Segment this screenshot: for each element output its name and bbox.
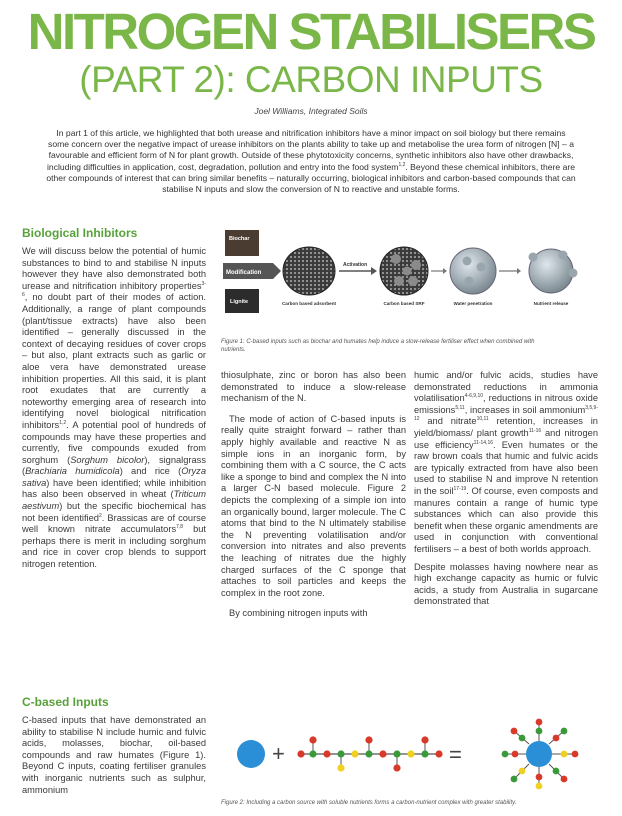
paragraph: By combining nitrogen inputs with (229, 608, 368, 619)
plus-sign: + (272, 741, 285, 766)
intro-paragraph: In part 1 of this article, we highlighted that both urease and nitrification inhibitors have a minor impact on soil biology but there remains some concern over the negative impact of urease inhibitors on the plants ability to take up and metabolise the urea form of nitrogen [N] – a favourable and efficient form of N for plant growth. Outside of these phytotoxicity concerns, synthetic inhibitors also have other drawbacks, including difficulties in application, cost, degradation, pollution and entry into the food system$^{1,2}$. Beyond these chemical inhibitors, there are other compounds of interest that can bring similar benefits – naturally occurring, biological inhibitors and carbon-based compounds that can stabilise N inputs and slow the conversion of N to reactive and unstable forms. (46, 128, 576, 195)
heading-biological-inhibitors: Biological Inhibitors (22, 226, 138, 240)
page-subtitle: (PART 2): CARBON INPUTS (79, 59, 543, 100)
carbon-nutrient-complex (502, 719, 579, 790)
figure-1-caption: Figure 1: C-based inputs such as biochar and humates help induce a slow-release fertiliser effect when combined with nutrients. (221, 339, 535, 353)
paragraph: C-based inputs that have demonstrated an ability to stabilise N include humic and fulvic acids, molasses, biochar, oil-based compounds and raw humates (Figure 1). Beyond C inputs, coating fertiliser granules with inorganic nutrients such as sulphur, ammonium (22, 715, 206, 795)
paragraph: humic and/or fulvic acids, studies have demonstrated reductions in ammonia volatilisation$^{4-6,9,10}$, reductions in nitrous oxide emissions$^{5,11}$, increases in soil ammonium$^{3,5,9-12}$ and nitrate$^{10,11}$ retention, increases in yield/biomass/ plant growth$^{11-16}$ and nitrogen use efficiency$^{11-14,16}$. Even humates or the raw brown coals that humic and fulvic acids are typically extracted from have also been used to stabilise N and improve N retention in the soil$^{17-19}$. Of course, even composts and manures contain a range of humic type substances which can also provide this benefit when these organic amendments are used in conjunction with conventional fertilisers – a best of both worlds approach. (414, 370, 598, 554)
label-carbon-srf: Carbon based SRF (383, 301, 425, 306)
equals-sign: = (449, 742, 462, 767)
label-carbon-adsorbent: Carbon based adsorbent (281, 301, 337, 306)
paragraph: thiosulphate, zinc or boron has also been demonstrated to induce a slow-release mechanism of the N. (221, 370, 406, 404)
label-nutrient-release: Nutrient release (533, 301, 569, 306)
label-water-penetration: Water penetration (453, 301, 493, 306)
figure-2-caption: Figure 2: Including a carbon source with soluble nutrients forms a carbon-nutrient complex with greater stability. (221, 800, 517, 806)
label-activation: Activation (343, 262, 368, 268)
water-penetration-sphere (450, 248, 496, 294)
nutrient-ion-circle (237, 740, 265, 768)
column-3-text (414, 370, 598, 608)
carbon-chain (297, 736, 442, 771)
figure-1-diagram (221, 227, 601, 337)
column-1-lower-text (22, 715, 206, 796)
label-biochar: Biochar (229, 236, 250, 242)
label-lignite: Lignite (230, 299, 249, 305)
paragraph: We will discuss below the potential of humic substances to bind to and stabilise N inputs however they have also demonstrated both urease and nitrification inhibitory properties$^{3-6}$, no doubt part of their modes of action. Additionally, a range of plant compounds (plant/tissue extracts) have also been identified – generally discussed in the context of decaying residues of cover crops – but also, plant extracts such as garlic or aloe vera have demonstrated urease inhibition properties. All this said, it is plant root exudates that are currently a noteworthy emerging area of research into identifying novel biological nitrification inhibitors$^{1,2}$. A potential pool of hundreds of compounds may have these properties and currently, five compounds exuded from sorghum (Sorghum bicolor), signalgrass (Brachiaria humidicola) and rice (Oryza sativa) have been identified; while inhibition has also been observed in wheat (Triticum aestivum) but the specific biochemical has not been identified$^2$. Brassicas are of course well known nitrate accumulators$^{7,8}$ but perhaps there is merit in including sorghum and rice in cover crop blends to support nitrogen retention. (22, 246, 206, 570)
biochar-image (225, 230, 259, 256)
column-2-text (221, 370, 406, 620)
paragraph: Despite molasses having nowhere near as high exchange capacity as humic or fulvic acids, a study from Australia in sugarcane demonstrated that (414, 561, 598, 607)
figure-2 (221, 714, 601, 806)
carbon-adsorbent-sphere (283, 247, 335, 295)
figure-1 (221, 227, 601, 353)
paragraph: The mode of action of C-based inputs is really quite straight forward – rather than apply highly available and reactive N as simple ions in an inorganic form, by combining them with a C source, the C acts like a sponge to bind and complex the N into a larger C-N based molecule. Figure 2 depicts the complexing of a simple ion into an organically bound, larger molecule. The C atoms that bind to the N ultimately stabilise the N preventing volatilisation and/or conversion into nitrates and also prevents the leaching of nitrates due the highly charged surfaces of the C sponge that attaches to soil particles and keeps the complex in the root zone. (221, 413, 406, 598)
figure-2-diagram (221, 714, 601, 796)
author-line: Joel Williams, Integrated Soils (254, 106, 368, 116)
label-modification: Modification (226, 270, 262, 276)
column-1-text (22, 246, 206, 571)
page-title: NITROGEN STABILISERS (27, 3, 595, 60)
heading-c-based-inputs: C-based Inputs (22, 695, 109, 709)
